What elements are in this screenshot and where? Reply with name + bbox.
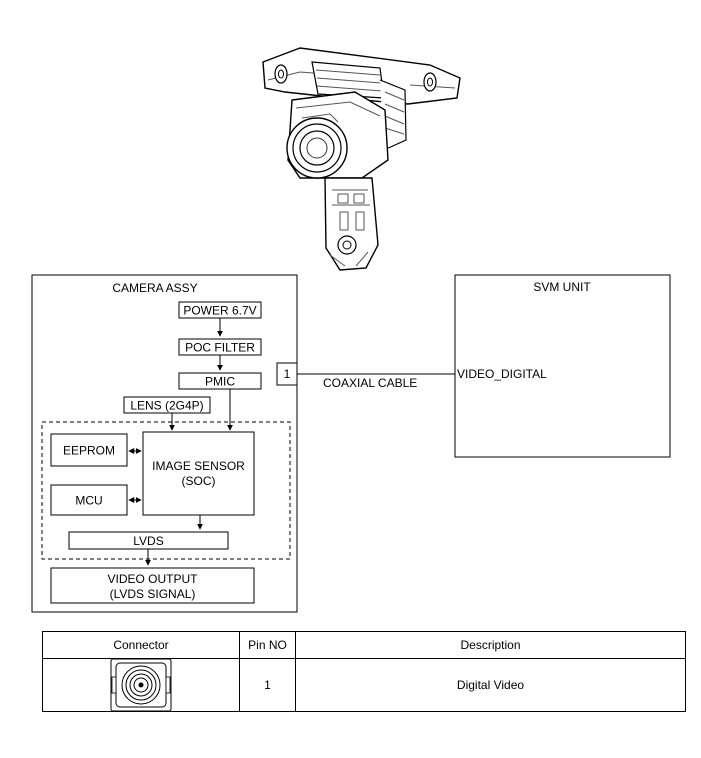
pmic-label: PMIC	[205, 374, 235, 389]
power-label: POWER 6.7V	[183, 303, 257, 318]
pin-table-header-row	[43, 632, 686, 659]
pin-1-label: 1	[283, 367, 291, 381]
lvds-label: LVDS	[133, 534, 164, 548]
pin-table	[42, 631, 686, 712]
pin-table-header-description: Description	[296, 632, 686, 659]
coaxial-connector-icon	[109, 657, 173, 713]
mcu-label: MCU	[75, 493, 103, 508]
image-sensor-label-line1: IMAGE SENSOR	[152, 459, 245, 473]
pin-table-header-pin-no: Pin NO	[240, 632, 296, 659]
lens-label: LENS (2G4P)	[130, 398, 204, 413]
pin-table-header-connector: Connector	[43, 632, 240, 659]
camera-illustration	[263, 48, 460, 270]
pin-description-cell: Digital Video	[296, 659, 686, 712]
pin-number-cell: 1	[240, 659, 296, 712]
svm-unit-label: SVM UNIT	[533, 280, 591, 294]
table-row	[43, 659, 686, 712]
video-digital-label: VIDEO_DIGITAL	[457, 367, 547, 381]
poc-filter-label: POC FILTER	[185, 340, 255, 355]
connector-cell	[43, 659, 240, 712]
video-output-label-line2: (LVDS SIGNAL)	[109, 587, 196, 601]
image-sensor-label-line2: (SOC)	[181, 474, 216, 488]
svm-unit-box	[455, 275, 670, 457]
coaxial-cable-label: COAXIAL CABLE	[323, 376, 418, 390]
video-output-label-line1: VIDEO OUTPUT	[107, 572, 198, 586]
camera-assy-label: CAMERA ASSY	[112, 281, 198, 295]
eeprom-label: EEPROM	[62, 443, 116, 458]
